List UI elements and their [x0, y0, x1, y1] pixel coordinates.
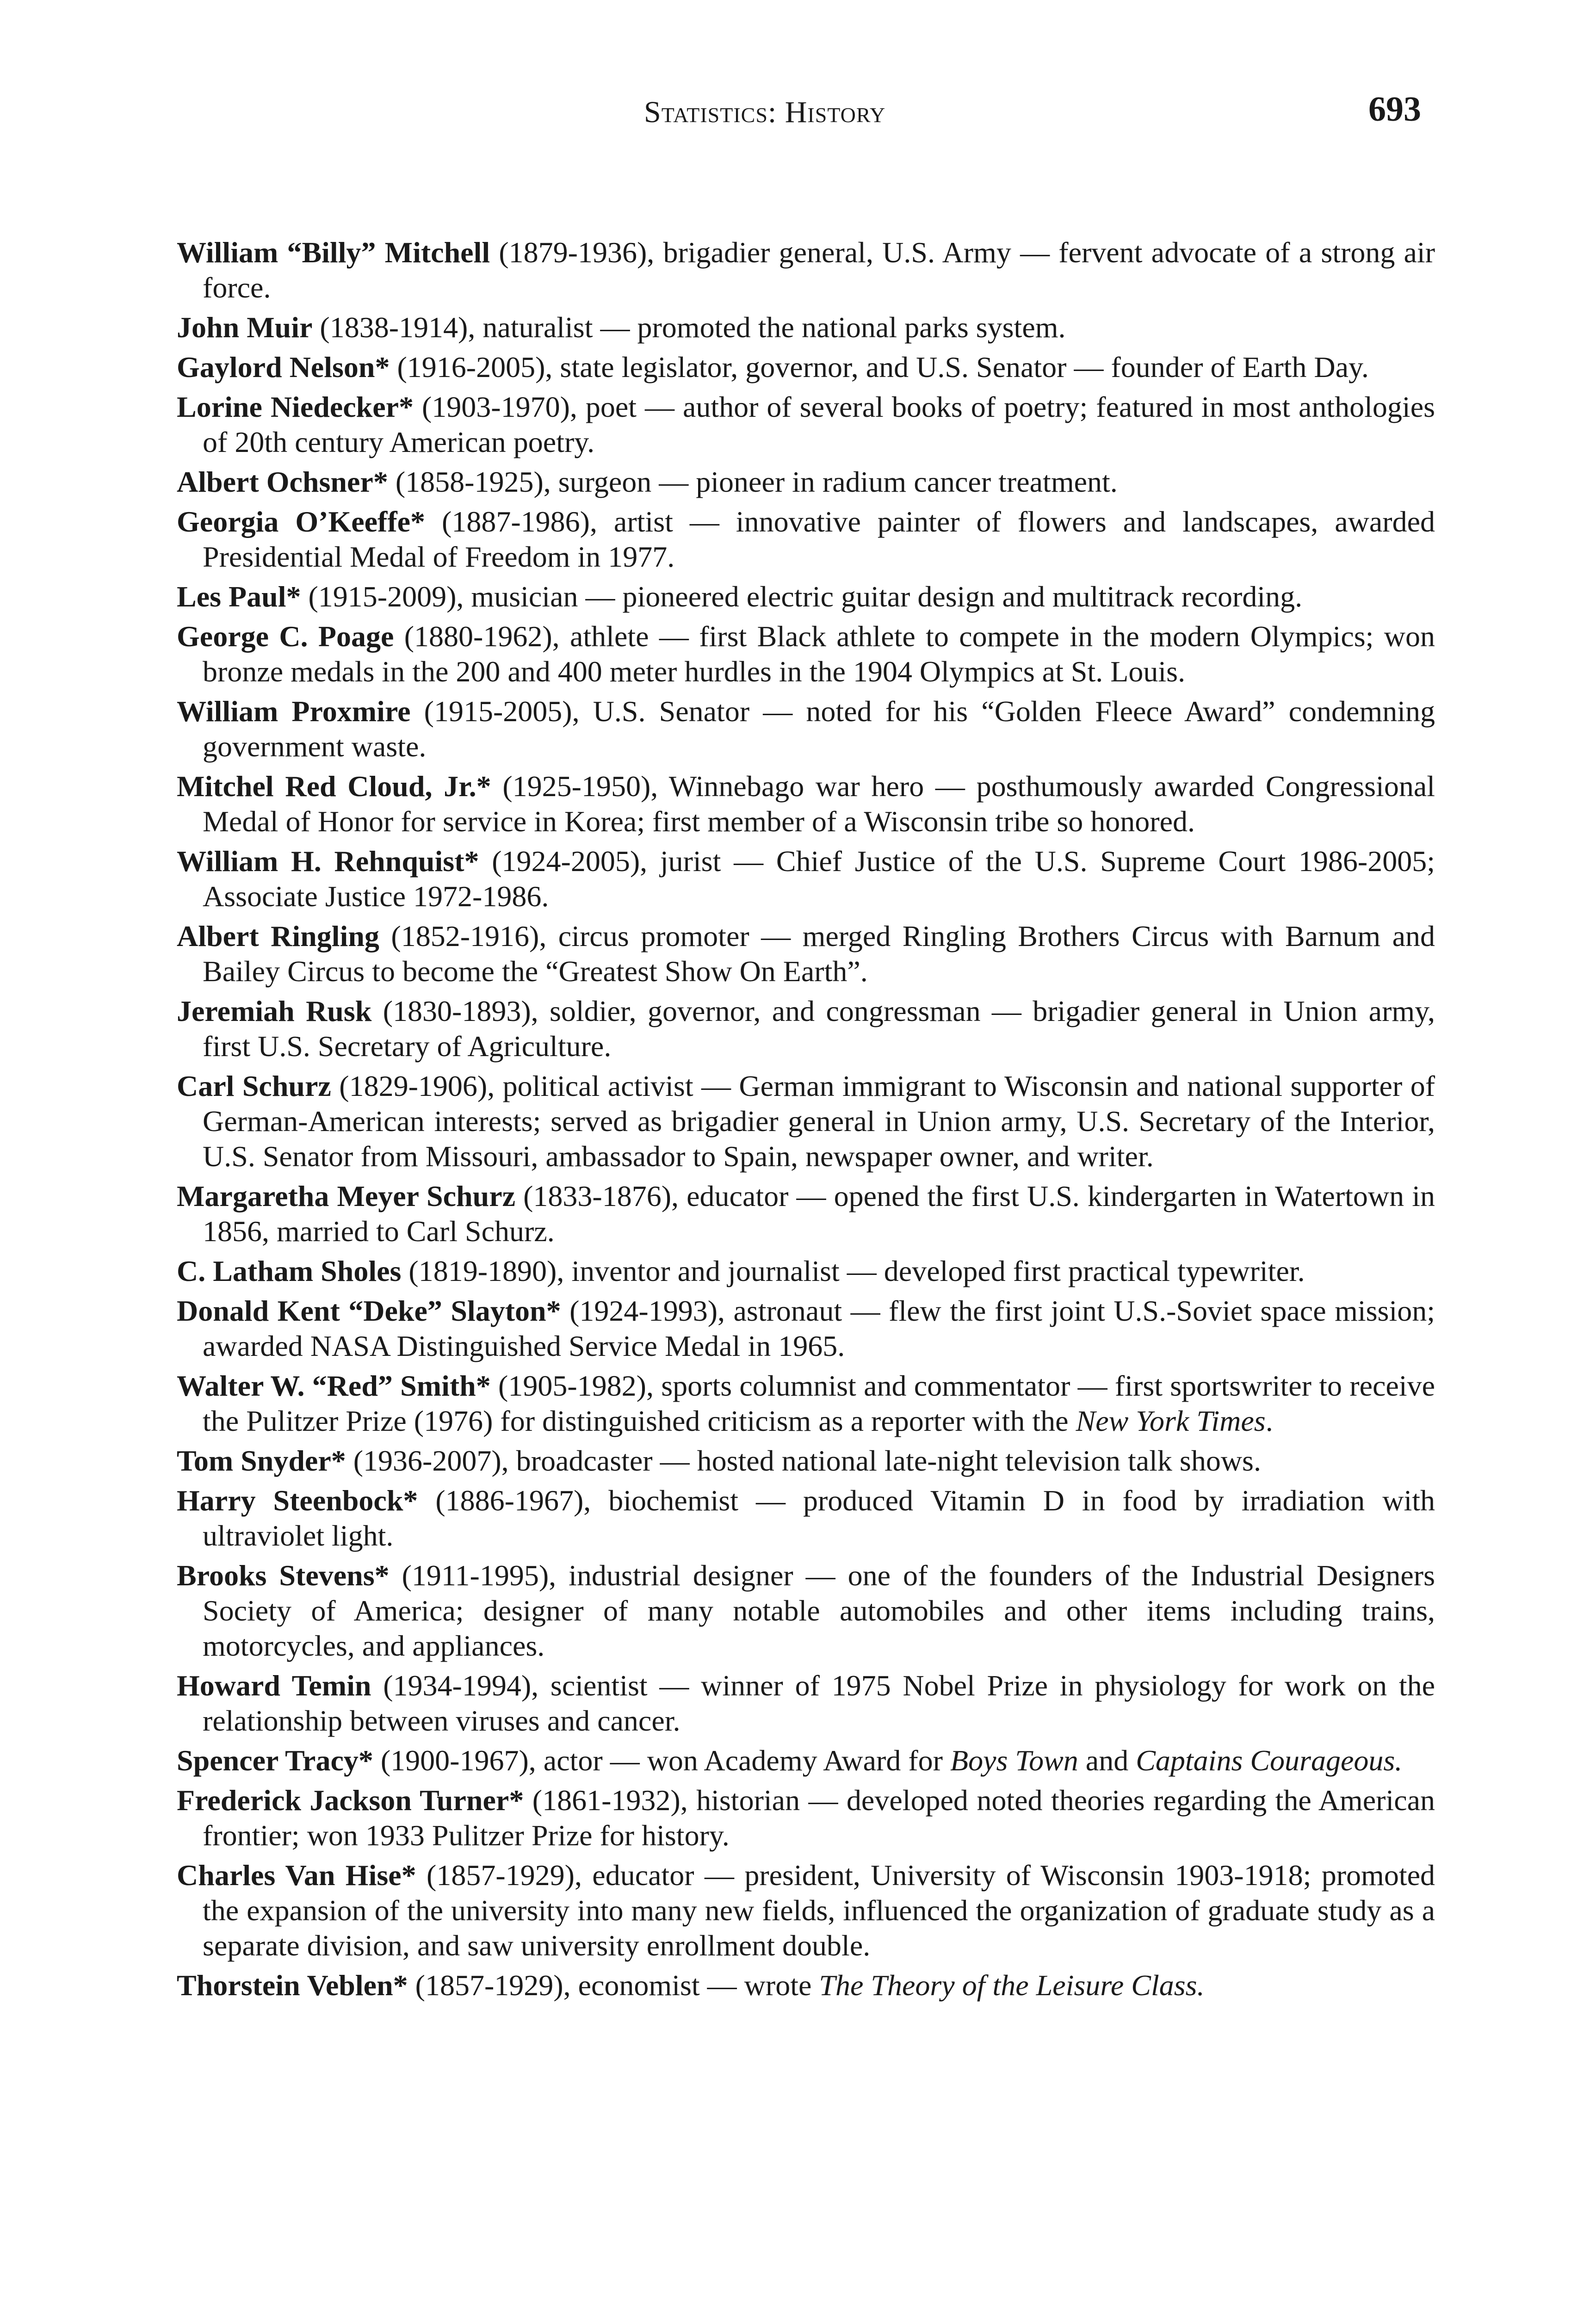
list-item	[177, 1293, 1435, 1364]
list-item	[177, 1668, 1435, 1738]
entry-name: C. Latham Sholes	[177, 1255, 402, 1287]
entry-name: George C. Poage	[177, 620, 394, 653]
entry-name: Donald Kent “Deke” Slayton*	[177, 1294, 561, 1327]
entry-description: (1916-2005), state legislator, governor, and U.S. Senator — founder of Earth Day.	[390, 351, 1369, 383]
entry-name: Lorine Niedecker*	[177, 390, 414, 423]
list-item	[177, 310, 1435, 345]
list-item	[177, 579, 1435, 614]
entry-description: (1900-1967), actor — won Academy Award for	[373, 1744, 950, 1777]
entry-description: (1911-1995), industrial designer — one of the founders of the Industrial Designers Society of America; designer of many notable automobiles and other items including trains, motorcycles, and appliances.	[203, 1559, 1435, 1662]
entry-name: Gaylord Nelson*	[177, 351, 390, 383]
publication-title: New York Times	[1076, 1404, 1266, 1437]
list-item	[177, 350, 1435, 385]
entry-name: Jeremiah Rusk	[177, 995, 372, 1027]
entry-name: Harry Steenbock*	[177, 1484, 418, 1517]
list-item	[177, 390, 1435, 460]
entry-name: Mitchel Red Cloud, Jr.*	[177, 770, 491, 803]
list-item	[177, 1483, 1435, 1553]
list-item	[177, 235, 1435, 305]
entry-name: William Proxmire	[177, 695, 411, 728]
entry-description: (1936-2007), broadcaster — hosted national late-night television talk shows.	[346, 1444, 1261, 1477]
list-item	[177, 464, 1435, 500]
list-item	[177, 844, 1435, 914]
entry-description: (1924-2005), jurist — Chief Justice of the U.S. Supreme Court 1986-2005; Associate Justice 1972-1986.	[203, 845, 1435, 913]
list-item	[177, 1968, 1435, 2003]
entry-description: (1925-1950), Winnebago war hero — posthumously awarded Congressional Medal of Honor for service in Korea; first member of a Wisconsin tribe so honored.	[203, 770, 1435, 838]
entry-name: John Muir	[177, 311, 313, 344]
entry-name: Margaretha Meyer Schurz	[177, 1180, 516, 1212]
entry-description: (1915-2009), musician — pioneered electric guitar design and multitrack recording.	[301, 580, 1303, 613]
list-item	[177, 1069, 1435, 1174]
entry-description: (1857-1929), economist — wrote	[408, 1969, 819, 2002]
entry-name: William H. Rehnquist*	[177, 845, 479, 878]
entry-description: (1838-1914), naturalist — promoted the national parks system.	[312, 311, 1066, 344]
entry-description: (1887-1986), artist — innovative painter of flowers and landscapes, awarded Presidential Medal of Freedom in 1977.	[203, 505, 1435, 573]
entry-name: Carl Schurz	[177, 1070, 331, 1102]
entry-description: (1879-1936), brigadier general, U.S. Army — fervent advocate of a strong air force.	[203, 236, 1435, 304]
entry-name: Tom Snyder*	[177, 1444, 346, 1477]
list-item	[177, 1254, 1435, 1289]
entry-description: (1830-1893), soldier, governor, and congressman — brigadier general in Union army, first U.S. Secretary of Agriculture.	[203, 995, 1435, 1063]
entry-description: (1829-1906), political activist — German immigrant to Wisconsin and national supporter of German-American interests; served as brigadier general in Union army, U.S. Secretary of the Interior, U.S. Senator from Missouri, ambassador to Spain, newspaper owner, and writer.	[203, 1070, 1435, 1173]
entry-description: (1833-1876), educator — opened the first U.S. kindergarten in Watertown in 1856, married to Carl Schurz.	[203, 1180, 1435, 1248]
list-item	[177, 1558, 1435, 1664]
running-head	[0, 90, 1596, 146]
entry-name: Albert Ringling	[177, 920, 379, 952]
entry-name: Frederick Jackson Turner*	[177, 1784, 524, 1817]
biography-list	[177, 235, 1435, 2008]
entry-description: (1880-1962), athlete — first Black athlete to compete in the modern Olympics; won bronze medals in the 200 and 400 meter hurdles in the 1904 Olympics at St. Louis.	[203, 620, 1435, 688]
list-item	[177, 994, 1435, 1064]
section-title: Statistics: History	[644, 95, 886, 129]
entry-name: Howard Temin	[177, 1669, 371, 1702]
entry-name: Thorstein Veblen*	[177, 1969, 408, 2002]
list-item	[177, 1858, 1435, 1963]
entry-description: (1819-1890), inventor and journalist — developed first practical typewriter.	[401, 1255, 1305, 1287]
entry-description: (1857-1929), educator — president, University of Wisconsin 1903-1918; promoted the expansion of the university into many new fields, influenced the organization of graduate study as a separate division, and saw university enrollment double.	[203, 1859, 1435, 1962]
entry-tail: .	[1265, 1404, 1273, 1437]
entry-description: (1924-1993), astronaut — flew the first joint U.S.-Soviet space mission; awarded NASA Distinguished Service Medal in 1965.	[203, 1294, 1435, 1362]
entry-description: (1905-1982), sports columnist and commentator — first sportswriter to receive the Pulitzer Prize (1976) for distinguished criticism as a reporter with the	[203, 1369, 1435, 1437]
list-item	[177, 1443, 1435, 1478]
entry-name: Walter W. “Red” Smith*	[177, 1369, 491, 1402]
list-item	[177, 1783, 1435, 1853]
entry-description: (1886-1967), biochemist — produced Vitamin D in food by irradiation with ultraviolet light.	[203, 1484, 1435, 1552]
page-number: 693	[1368, 90, 1421, 129]
entry-name: Les Paul*	[177, 580, 301, 613]
list-item	[177, 1179, 1435, 1249]
entry-name: Georgia O’Keeffe*	[177, 505, 426, 538]
list-item	[177, 619, 1435, 689]
list-item	[177, 504, 1435, 575]
entry-name: Brooks Stevens*	[177, 1559, 390, 1592]
film-title-2: Captains Courageous.	[1136, 1744, 1403, 1777]
entry-description: (1934-1994), scientist — winner of 1975 Nobel Prize in physiology for work on the relationship between viruses and cancer.	[203, 1669, 1435, 1737]
entry-description: (1858-1925), surgeon — pioneer in radium cancer treatment.	[388, 465, 1118, 498]
list-item	[177, 694, 1435, 764]
entry-description: (1915-2005), U.S. Senator — noted for his “Golden Fleece Award” condemning government waste.	[203, 695, 1435, 763]
entry-description: (1861-1932), historian — developed noted theories regarding the American frontier; won 1933 Pulitzer Prize for history.	[203, 1784, 1435, 1852]
book-title: The Theory of the Leisure Class.	[819, 1969, 1205, 2002]
list-item	[177, 769, 1435, 839]
entry-description: (1852-1916), circus promoter — merged Ringling Brothers Circus with Barnum and Bailey Circus to become the “Greatest Show On Earth”.	[203, 920, 1435, 988]
entry-name: William “Billy” Mitchell	[177, 236, 490, 269]
list-item	[177, 1368, 1435, 1439]
list-item	[177, 1743, 1435, 1778]
list-item	[177, 919, 1435, 989]
entry-name: Charles Van Hise*	[177, 1859, 416, 1892]
entry-description: (1903-1970), poet — author of several books of poetry; featured in most anthologies of 20th century American poetry.	[203, 390, 1435, 458]
entry-name: Spencer Tracy*	[177, 1744, 373, 1777]
film-title: Boys Town	[950, 1744, 1078, 1777]
entry-name: Albert Ochsner*	[177, 465, 388, 498]
entry-connector: and	[1078, 1744, 1136, 1777]
